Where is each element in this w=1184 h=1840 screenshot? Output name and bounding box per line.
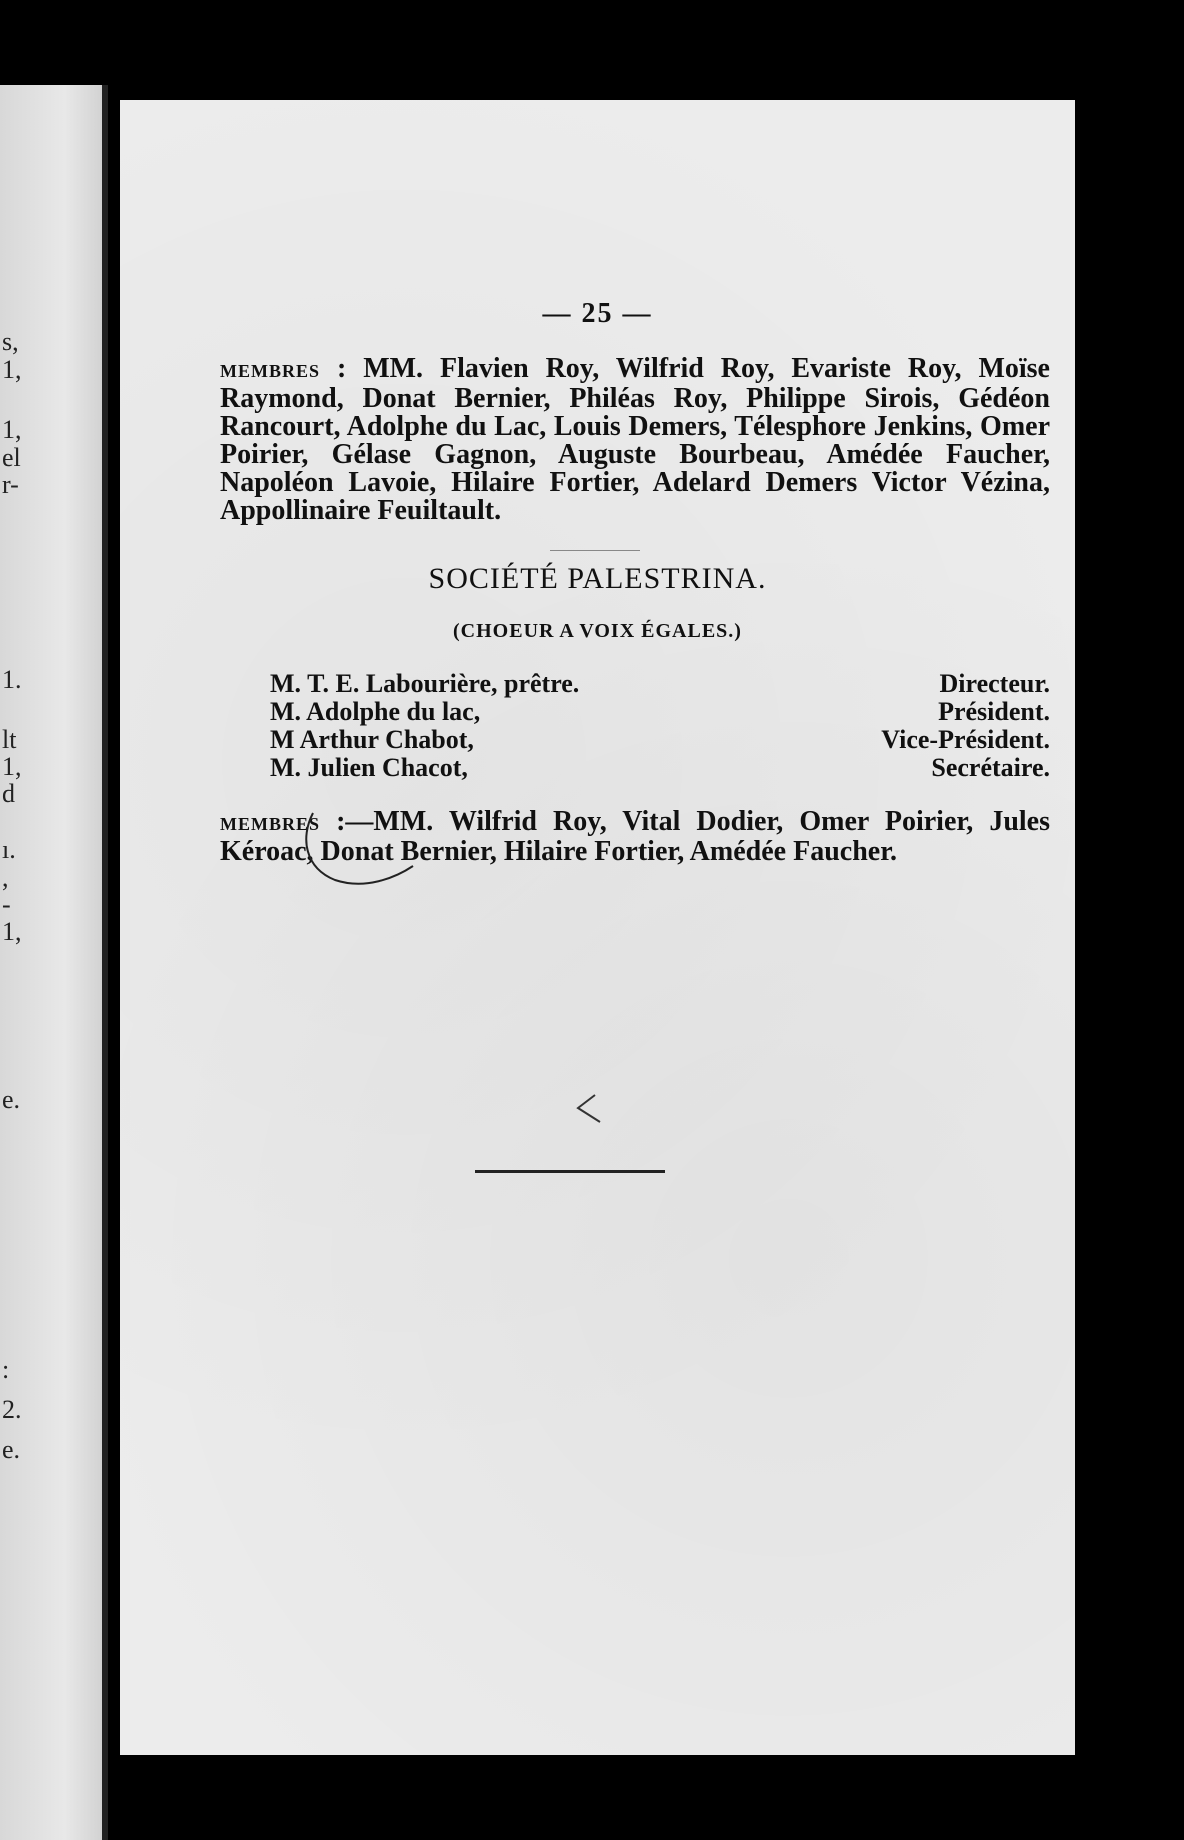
adjacent-page-strip xyxy=(0,85,108,1840)
members-label: MEMBRES xyxy=(220,814,321,834)
page-number: — 25 — xyxy=(542,298,653,329)
officer-name: M. Julien Chacot, xyxy=(270,753,468,782)
officer-role: Directeur. xyxy=(939,669,1050,698)
officer-name: M. T. E. Labourière, prêtre. xyxy=(270,669,580,698)
scan-border xyxy=(1075,100,1184,1840)
adjacent-page-fragment: el xyxy=(2,443,21,472)
officer-role: Vice-Président. xyxy=(881,725,1050,754)
adjacent-page-fragment: e. xyxy=(2,1435,21,1464)
officer-role: Président. xyxy=(938,697,1050,726)
adjacent-page-fragment: lt xyxy=(2,725,17,754)
section-divider xyxy=(550,550,640,551)
members-list: : MM. Flavien Roy, Wilfrid Roy, Evariste Roy, Moïse Raymond, Donat Bernier, Philéas Roy, Philippe Sirois, Gédéon Rancourt, Adolphe du Lac, Louis Demers, Télesphore Jenkins, Omer Poirier, Gélase Gagnon, Auguste Bourbeau, Amédée Faucher, Napoléon Lavoie, Hilaire Fortier, Adelard Demers Victor Vézina, Appollinaire Feuiltault. xyxy=(220,353,1050,526)
officer-name: M Arthur Chabot, xyxy=(270,725,474,754)
pen-annotation-mark xyxy=(295,808,435,898)
officers-list xyxy=(270,670,1050,782)
adjacent-page-fragment: 1, xyxy=(2,415,22,444)
adjacent-page-fragment: ı. xyxy=(2,835,16,864)
members-paragraph xyxy=(220,355,1050,525)
officer-role: Secrétaire. xyxy=(931,753,1050,782)
adjacent-page-fragment: 1, xyxy=(2,355,22,384)
members-label: MEMBRES xyxy=(220,361,321,381)
adjacent-page-fragment: 2. xyxy=(2,1395,22,1424)
adjacent-page-fragment: 1. xyxy=(2,665,22,694)
end-rule xyxy=(475,1170,665,1173)
society-title: SOCIÉTÉ PALESTRINA. xyxy=(428,562,767,595)
adjacent-page-fragment: , xyxy=(2,863,9,892)
officer-row xyxy=(270,670,1050,698)
officer-row xyxy=(270,754,1050,782)
officer-row xyxy=(270,726,1050,754)
members-list: :—MM. Wilfrid Roy, Vital Dodier, Omer Poirier, Jules Kéroac, Donat Bernier, Hilaire Fortier, Amédée Faucher. xyxy=(220,806,1050,867)
adjacent-page-fragment: : xyxy=(2,1355,10,1384)
document-page xyxy=(120,100,1075,1755)
society-subtitle: (CHOEUR A VOIX ÉGALES.) xyxy=(453,620,742,642)
pen-stray-mark xyxy=(570,1090,610,1130)
adjacent-page-fragment: 1, xyxy=(2,917,22,946)
officer-name: M. Adolphe du lac, xyxy=(270,697,481,726)
adjacent-page-fragment: s, xyxy=(2,327,19,356)
page-gutter-shadow xyxy=(102,85,108,1840)
adjacent-page-fragment: d xyxy=(2,779,15,808)
adjacent-page-fragment: r- xyxy=(2,470,19,499)
officer-row xyxy=(270,698,1050,726)
adjacent-page-fragment: 1, xyxy=(2,752,22,781)
adjacent-page-fragment: e. xyxy=(2,1085,21,1114)
adjacent-page-fragment: - xyxy=(2,890,11,919)
